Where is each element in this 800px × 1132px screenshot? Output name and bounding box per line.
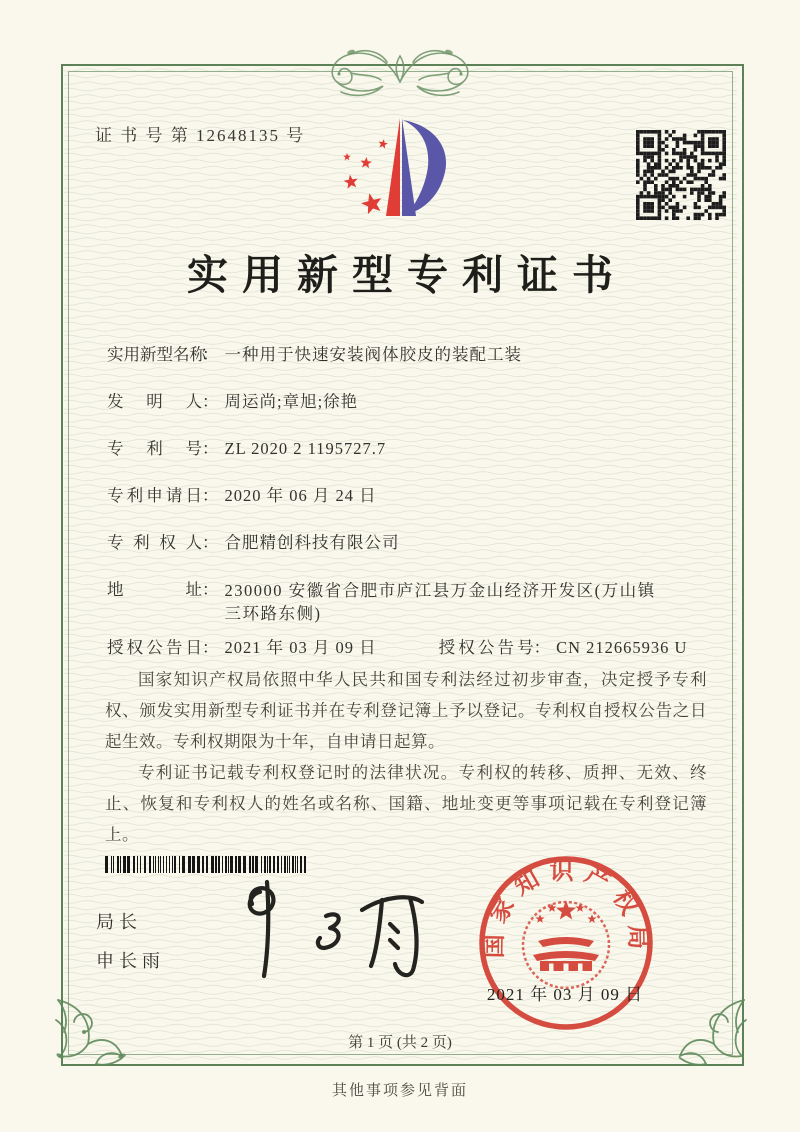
director-name: 申长雨: [96, 951, 165, 971]
field-row-grant: [107, 637, 713, 659]
colon: ：: [533, 638, 551, 657]
field-value: ZL 2020 2 1195727.7: [224, 439, 387, 458]
colon: ：: [202, 580, 219, 599]
field-value: 2020 年 06 月 24 日: [224, 486, 377, 505]
colon: ：: [202, 533, 219, 552]
certificate-fields: [107, 344, 713, 684]
director-block: [96, 908, 165, 986]
field-label: 授权公告日: [107, 638, 202, 657]
colon: ：: [202, 392, 219, 411]
barcode: [105, 856, 310, 873]
field-label: 发明人: [107, 392, 202, 411]
field-label: 专利号: [107, 439, 202, 458]
colon: ：: [202, 345, 219, 364]
official-seal: [476, 853, 656, 1033]
top-flourish-ornament-icon: [283, 38, 517, 100]
field-row-inventors: [107, 391, 713, 413]
page-number: 第 1 页 (共 2 页): [348, 1035, 452, 1051]
national-emblem-icon: [523, 901, 609, 989]
field-label: 专利申请日: [107, 486, 202, 505]
field-label: 授权公告号: [438, 638, 534, 657]
field-value: 230000 安徽省合肥市庐江县万金山经济开发区(万山镇三环路东侧): [224, 581, 656, 623]
legal-text: [105, 664, 707, 850]
back-side-note: 其他事项参见背面: [331, 1083, 468, 1099]
certificate-title: 实用新型专利证书: [187, 251, 627, 299]
legal-paragraph-1: 国家知识产权局依照中华人民共和国专利法经过初步审查，决定授予专利权、颁发实用新型专利证书并在专利登记簿上予以登记。专利权自授权公告之日起生效。专利权期限为十年，自申请日起算。: [105, 670, 707, 751]
field-label: 地址: [107, 580, 202, 599]
qr-code: [636, 130, 726, 220]
field-row-address: [107, 579, 713, 625]
colon: ：: [202, 439, 219, 458]
certificate-number: 证 书 号 第 12648135 号: [95, 126, 306, 145]
field-value: 一种用于快速安装阀体胶皮的装配工装: [224, 345, 522, 364]
grant-no-value: CN 212665936 U: [556, 638, 688, 657]
director-title: 局长: [96, 912, 142, 932]
field-row-filing-date: [107, 485, 713, 507]
seal-text: 国家知识产权局: [481, 858, 651, 959]
colon: ：: [202, 638, 219, 657]
legal-paragraph-2: 专利证书记载专利权登记时的法律状况。专利权的转移、质押、无效、终止、恢复和专利权人的姓名或名称、国籍、地址变更等事项记载在专利登记簿上。: [105, 763, 707, 844]
field-value: 周运尚;章旭;徐艳: [224, 392, 359, 411]
field-label: 实用新型名称: [107, 345, 206, 364]
field-value: 合肥精创科技有限公司: [224, 533, 400, 552]
field-row-patent-no: [107, 438, 713, 460]
grant-date-value: 2021 年 03 月 09 日: [224, 638, 377, 657]
cnipa-logo-icon: [336, 114, 466, 222]
field-label: 专利权人: [107, 533, 202, 552]
field-row-name: [107, 344, 713, 366]
seal-date: 2021 年 03 月 09 日: [486, 985, 644, 1004]
colon: ：: [202, 486, 219, 505]
field-row-patentee: [107, 532, 713, 554]
director-signature: [222, 874, 437, 986]
